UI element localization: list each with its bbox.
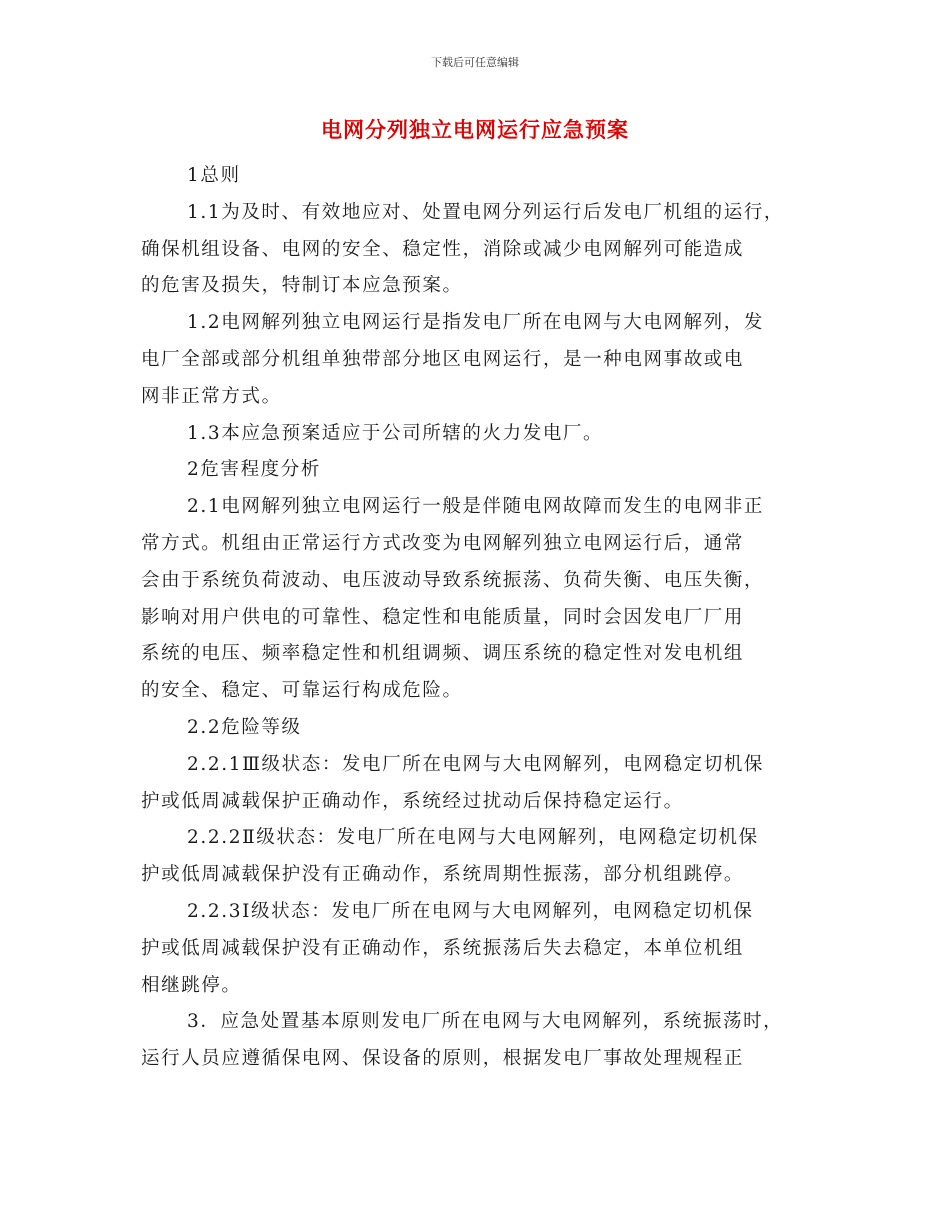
text-line: 运行人员应遵循保电网、保设备的原则，根据发电厂事故处理规程正 — [141, 1048, 745, 1070]
text-line: 1.3本应急预案适应于公司所辖的火力发电厂。 — [187, 422, 604, 444]
text-line: 的危害及损失，特制订本应急预案。 — [141, 275, 463, 297]
text-line: 影响对用户供电的可靠性、稳定性和电能质量，同时会因发电厂厂用 — [141, 606, 745, 628]
text-line: 系统的电压、频率稳定性和机组调频、调压系统的稳定性对发电机组 — [141, 643, 745, 665]
text-line: 会由于系统负荷波动、电压波动导致系统振荡、负荷失衡、电压失衡， — [141, 569, 765, 591]
text-line: 的安全、稳定、可靠运行构成危险。 — [141, 680, 463, 702]
text-line: 2.2.3Ⅰ级状态：发电厂所在电网与大电网解列，电网稳定切机保 — [187, 900, 754, 922]
text-line: 电厂全部或部分机组单独带部分地区电网运行，是一种电网事故或电 — [141, 348, 745, 370]
text-line: 1.2电网解列独立电网运行是指发电厂所在电网与大电网解列，发 — [187, 312, 764, 334]
text-line: 2.2.1Ⅲ级状态：发电厂所在电网与大电网解列，电网稳定切机保 — [187, 753, 765, 775]
text-line: 相继跳停。 — [141, 974, 242, 996]
text-line: 护或低周减载保护没有正确动作，系统振荡后失去稳定，本单位机组 — [141, 937, 745, 959]
document-body — [141, 158, 831, 1078]
text-line: 常方式。机组由正常运行方式改变为电网解列独立电网运行后，通常 — [141, 532, 745, 554]
page-header: 下载后可任意编辑 — [431, 56, 519, 69]
text-line: 护或低周减载保护正确动作，系统经过扰动后保持稳定运行。 — [141, 790, 684, 812]
text-line: 网非正常方式。 — [141, 385, 282, 407]
text-line: 2.2.2Ⅱ级状态：发电厂所在电网与大电网解列，电网稳定切机保 — [187, 827, 759, 849]
document-title: 电网分列独立电网运行应急预案 — [321, 117, 629, 142]
text-line: 护或低周减载保护没有正确动作，系统周期性振荡，部分机组跳停。 — [141, 864, 745, 886]
text-line: 3．应急处置基本原则发电厂所在电网与大电网解列，系统振荡时， — [187, 1011, 784, 1033]
text-line: 确保机组设备、电网的安全、稳定性，消除或减少电网解列可能造成 — [141, 238, 745, 260]
text-line: 2危害程度分析 — [187, 459, 321, 481]
text-line: 2.1电网解列独立电网运行一般是伴随电网故障而发生的电网非正 — [187, 496, 764, 518]
text-line: 2.2危险等级 — [187, 716, 302, 738]
text-line: 1.1为及时、有效地应对、处置电网分列运行后发电厂机组的运行， — [187, 201, 785, 223]
text-line: 1总则 — [187, 165, 241, 186]
